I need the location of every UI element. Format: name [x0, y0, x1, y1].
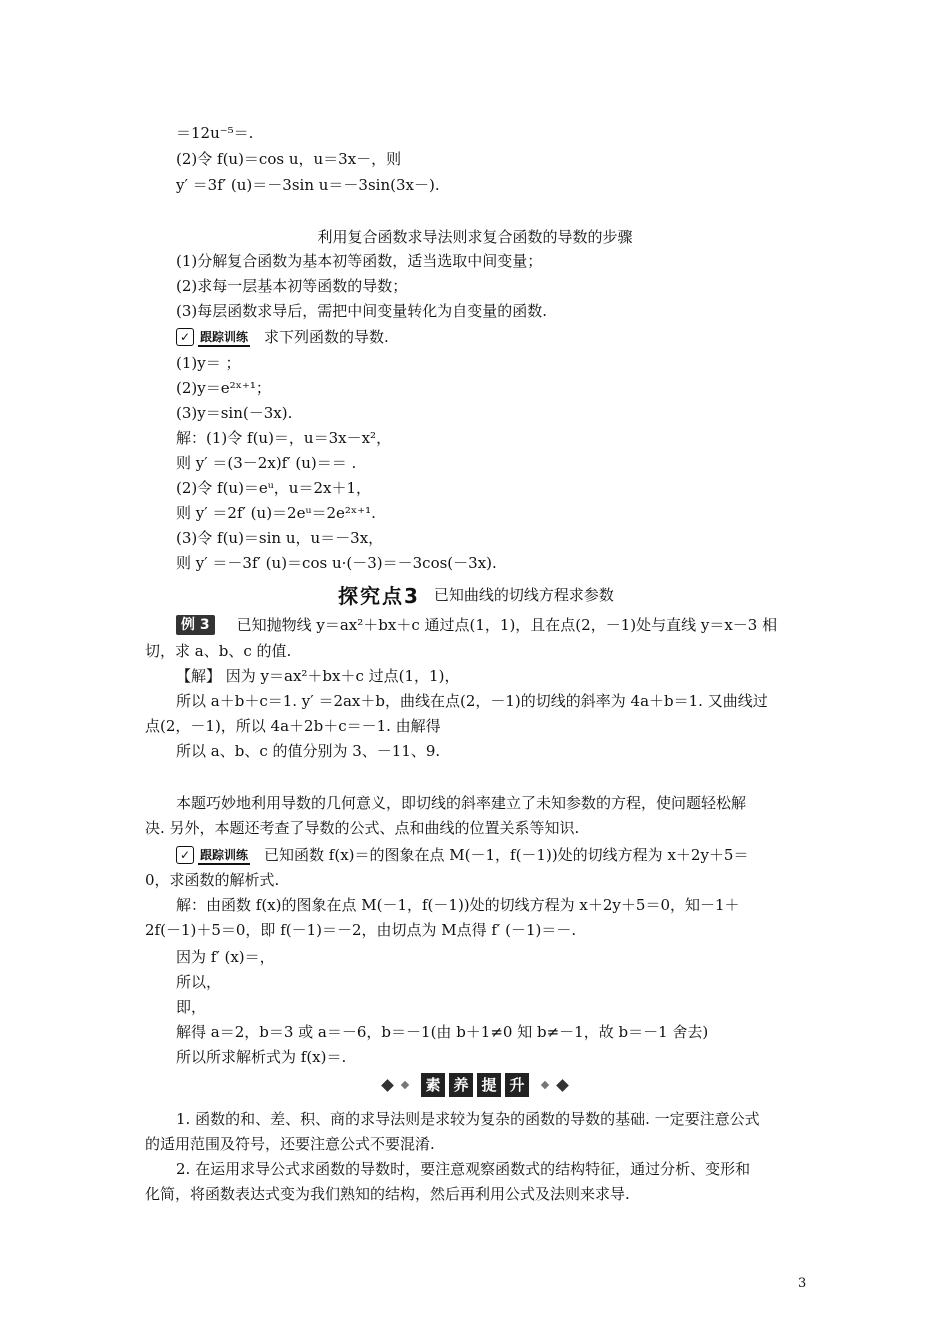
- remark-line: 本题巧妙地利用导数的几何意义，即切线的斜率建立了未知参数的方程，使问题轻松解: [176, 794, 747, 812]
- remark-line: 决. 另外，本题还考查了导数的公式、点和曲线的位置关系等知识.: [145, 819, 580, 837]
- followup-header: [176, 326, 389, 348]
- diamond-icon: [381, 1079, 394, 1092]
- text-line: 所以所求解析式为 f(x)＝.: [176, 1048, 347, 1066]
- example-badge: 例 3: [176, 615, 215, 635]
- text-line: 所以 a＋b＋c＝1. y′ ＝2ax＋b，曲线在点(2，－1)的切线的斜率为 4a＋b＝1. 又曲线过: [176, 692, 768, 710]
- banner-char: 素: [421, 1073, 445, 1097]
- followup-tag: [176, 846, 250, 865]
- text-line: y′ ＝3f′ (u)＝－3sin u＝－3sin(3x－).: [176, 176, 440, 194]
- text-line: 所以 a、b、c 的值分别为 3、－11、9.: [176, 742, 441, 760]
- page-number: 3: [798, 1276, 807, 1291]
- check-icon: ✓: [176, 328, 194, 346]
- section-title: 探究点3: [338, 584, 420, 608]
- text-line: 点(2，－1)，所以 4a＋2b＋c＝－1. 由解得: [145, 717, 441, 735]
- summary-line: 的适用范围及符号，还要注意公式不要混淆.: [145, 1135, 435, 1153]
- banner-char: 升: [505, 1073, 529, 1097]
- method-step: (3)每层函数求导后，需把中间变量转化为自变量的函数.: [176, 302, 548, 320]
- text-line: 即，: [176, 998, 207, 1016]
- followup-header: [176, 844, 748, 866]
- summary-line: 2. 在运用求导公式求函数的导数时，要注意观察函数式的结构特征，通过分析、变形和: [176, 1160, 751, 1178]
- method-step: (1)分解复合函数为基本初等函数，适当选取中间变量；: [176, 252, 543, 270]
- diamond-icon: [401, 1081, 409, 1089]
- followup-prompt: 求下列函数的导数.: [264, 328, 389, 346]
- text-line: (2)y＝e²ˣ⁺¹；: [176, 379, 271, 397]
- text-line: 解：由函数 f(x)的图象在点 M(－1，f(－1))处的切线方程为 x＋2y＋5＝0，知－1＋: [176, 896, 740, 914]
- section-subtitle: 已知曲线的切线方程求参数: [433, 585, 614, 604]
- text-line: (2)令 f(u)＝eᵘ，u＝2x＋1，: [176, 479, 372, 497]
- followup-tag: [176, 328, 250, 347]
- text-line: 【解】 因为 y＝ax²＋bx＋c 过点(1，1)，: [176, 667, 460, 685]
- text-line: 则 y′ ＝(3－2x)f′ (u)＝＝ .: [176, 454, 357, 472]
- text-line: 切，求 a、b、c 的值.: [145, 642, 292, 660]
- summary-line: 1. 函数的和、差、积、商的求导法则是求较为复杂的函数的导数的基础. 一定要注意公式: [176, 1110, 760, 1128]
- followup-label: 跟踪训练: [198, 328, 250, 347]
- diamond-icon: [541, 1081, 549, 1089]
- diamond-icon: [556, 1079, 569, 1092]
- text-line: (2)令 f(u)＝cos u，u＝3x－，则: [176, 150, 402, 168]
- text-line: (3)令 f(u)＝sin u，u＝－3x，: [176, 529, 384, 547]
- text-line: 则 y′ ＝2f′ (u)＝2eᵘ＝2e²ˣ⁺¹.: [176, 504, 376, 522]
- followup-prompt: 已知函数 f(x)＝的图象在点 M(－1，f(－1))处的切线方程为 x＋2y＋5＝: [264, 846, 749, 864]
- text-line: 解得 a＝2，b＝3 或 a＝－6，b＝－1(由 b＋1≠0 知 b≠－1，故 b＝－1 舍去): [176, 1023, 709, 1041]
- section-banner: [0, 1073, 950, 1097]
- text-line: 则 y′ ＝－3f′ (u)＝cos u·(－3)＝－3cos(－3x).: [176, 554, 497, 572]
- text-line: 解：(1)令 f(u)＝，u＝3x－x²，: [176, 429, 392, 447]
- banner-char: 提: [477, 1073, 501, 1097]
- text-line: (3)y＝sin(－3x).: [176, 404, 293, 422]
- method-title: 利用复合函数求导法则求复合函数的导数的步骤: [317, 228, 633, 246]
- text-line: ＝12u⁻⁵＝.: [176, 124, 254, 142]
- example-header: [176, 614, 777, 636]
- section-header: [338, 580, 614, 609]
- banner-title: [419, 1073, 531, 1097]
- method-step: (2)求每一层基本初等函数的导数；: [176, 277, 408, 295]
- text-line: 已知抛物线 y＝ax²＋bx＋c 通过点(1，1)，且在点(2，－1)处与直线 y＝x－3 相: [236, 616, 778, 634]
- text-line: 0，求函数的解析式.: [145, 871, 280, 889]
- check-icon: ✓: [176, 846, 194, 864]
- text-line: (1)y＝ ；: [176, 354, 241, 372]
- summary-line: 化简，将函数表达式变为我们熟知的结构，然后再利用公式及法则来求导.: [145, 1185, 630, 1203]
- text-line: 2f(－1)＋5＝0，即 f(－1)＝－2，由切点为 M点得 f′ (－1)＝－.: [145, 921, 577, 939]
- followup-label: 跟踪训练: [198, 846, 250, 865]
- banner-char: 养: [449, 1073, 473, 1097]
- text-line: 因为 f′ (x)＝，: [176, 948, 275, 966]
- text-line: 所以，: [176, 973, 222, 991]
